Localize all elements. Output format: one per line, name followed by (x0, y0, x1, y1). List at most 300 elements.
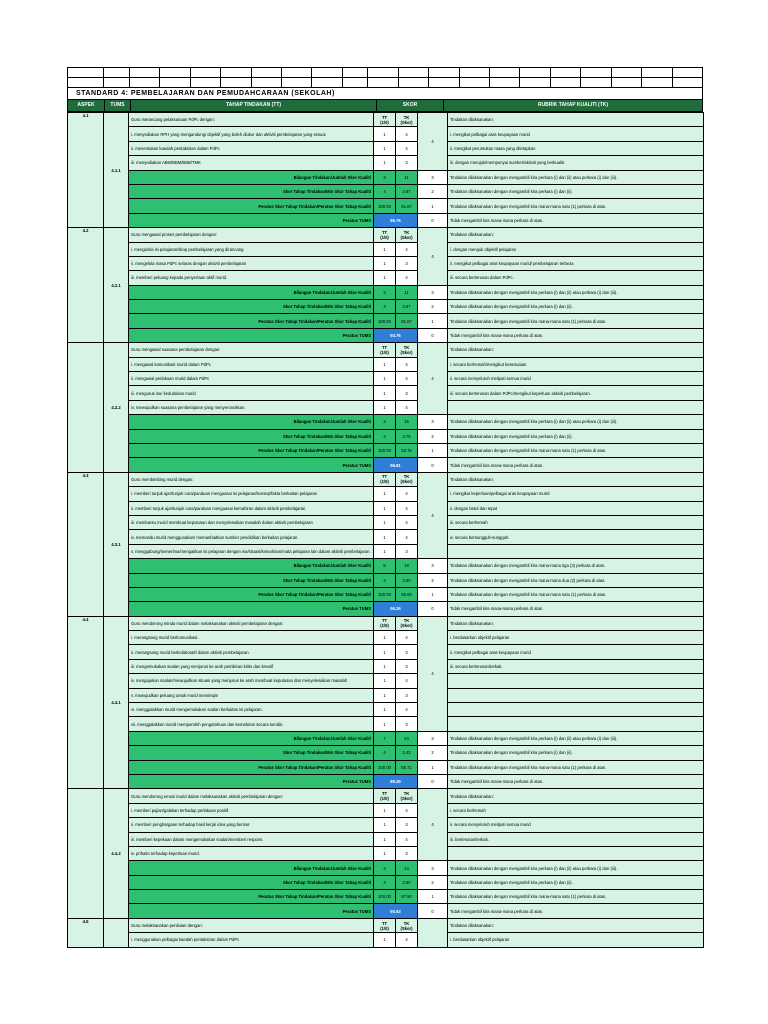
peratus-tums-value: 89.29 (374, 774, 418, 788)
skor-tahap-tk: 3.67 (396, 184, 418, 198)
skor-tahap-label: Skor Tahap Tindakan/Min Skor Tahap Kualiti (129, 746, 374, 760)
tt-value: 1 (374, 530, 396, 544)
tt-subheader: TT (1/0) (374, 918, 396, 932)
tk-value: 4 (396, 357, 418, 371)
aspek-code (68, 343, 104, 473)
tt-value: 1 (374, 688, 396, 702)
rubric-item: ii. dengan betul dan tepat (448, 501, 704, 515)
rubric-level-0: 0 (418, 602, 448, 616)
rubric-level-2-text: Tindakan dilaksanakan dengan mengambil kira perkara (i) dan (ii). (448, 184, 704, 198)
peratus-tums-label: Peratus TUMS (129, 328, 374, 342)
header-aspek: ASPEK (68, 100, 105, 111)
table-row (68, 616, 704, 630)
table-row (68, 458, 704, 472)
peratus-tums-label: Peratus TUMS (129, 774, 374, 788)
table-row (68, 213, 704, 227)
tahap-item: v. menggabung/menerima/mengaitkan isi pelajaran dengan isu/situasi/kemahiran/mata pelajaran lain dalam aktiviti pembelajaran. (129, 544, 374, 558)
rubric-item: i. mengikut pelbagai aras keupayaan murid (448, 127, 704, 141)
tk-value: 4 (396, 487, 418, 501)
tk-subheader: TK (Skor) (396, 113, 418, 127)
rubric-level-0: 0 (418, 774, 448, 788)
table-row (68, 659, 704, 673)
peratus-skor-label: Peratus Skor Tahap Tindakan/Peratus Skor Tahap Kualiti (129, 314, 374, 328)
rubric-item: i. secara berhemah (448, 803, 704, 817)
table-row (68, 688, 704, 702)
tums-code: 4.2.2 (104, 343, 129, 473)
tt-value: 1 (374, 271, 396, 285)
rubric-intro: Tindakan dilaksanakan: (448, 228, 704, 242)
header-rubrik: RUBRIK TAHAP KUALITI (TK) (537, 102, 609, 108)
rubric-item: ii. secara menyeluruh meliputi semua murid (448, 818, 704, 832)
table-row (68, 933, 704, 947)
table-row (68, 314, 704, 328)
table-row (68, 156, 704, 170)
table-row (68, 818, 704, 832)
peratus-tums-label: Peratus TUMS (129, 904, 374, 918)
tt-value: 1 (374, 487, 396, 501)
tums-code: 4.3.1 (104, 472, 129, 616)
tk-value: 4 (396, 703, 418, 717)
scoring-table (67, 112, 704, 948)
tt-value: 1 (374, 386, 396, 400)
table-row (68, 703, 704, 717)
table-row (68, 170, 704, 184)
table-row (68, 746, 704, 760)
table-row (68, 875, 704, 889)
peratus-tums-value: 96.26 (374, 602, 418, 616)
bilangan-tt: 4 (374, 861, 396, 875)
tk-value: 4 (396, 501, 418, 515)
tahap-item: vi. menggalakkan murid mengemukakan soalan berkaitan isi pelajaran. (129, 703, 374, 717)
tt-value: 1 (374, 357, 396, 371)
rubric-item: ii. secara menyeluruh meliputi semua murid (448, 372, 704, 386)
rubric-level-0-text: Tidak mengambil kira mana-mana perkara di atas. (448, 904, 704, 918)
rubric-level-1: 1 (418, 443, 448, 457)
tk-value: 4 (396, 271, 418, 285)
table-row (68, 415, 704, 429)
tk-subheader: TK (Skor) (396, 343, 418, 357)
rubric-level-2: 2 (418, 746, 448, 760)
skor-tahap-label: Skor Tahap Tindakan/Min Skor Tahap Kualiti (129, 573, 374, 587)
rubric-item: i. dengan merujuk objektif pelajaran (448, 242, 704, 256)
header-tahap: TAHAP TINDAKAN (TT) (131, 100, 377, 111)
aspek-code: 4.2 (68, 228, 104, 343)
tahap-intro: Guru mendorong emosi murid dalam melaksanakan aktiviti pembelajaran dengan: (129, 789, 374, 803)
table-row (68, 587, 704, 601)
table-row (68, 890, 704, 904)
skor-tahap-tk: 3.43 (396, 746, 418, 760)
tk-value: 4 (396, 832, 418, 846)
table-row (68, 846, 704, 860)
rubric-level-0-text: Tidak mengambil kira mana-mana perkara di atas. (448, 774, 704, 788)
tk-value: 3 (396, 156, 418, 170)
rubric-item (448, 717, 704, 731)
tahap-item: iii. menyediakan ABM/BBM/BBB/TMK (129, 156, 374, 170)
rubric-level-2: 2 (418, 300, 448, 314)
table-row (68, 228, 704, 242)
rubric-level-2-text: Tindakan dilaksanakan dengan mengambil kira perkara (i) dan (ii). (448, 300, 704, 314)
table-row (68, 271, 704, 285)
rubric-level-3: 3 (418, 285, 448, 299)
rubric-level-3-text: Tindakan dilaksanakan dengan mengambil kira perkara (i) dan (ii) atau perkara (i) dan (iii). (448, 285, 704, 299)
table-row (68, 515, 704, 529)
rubric-item (448, 688, 704, 702)
tums-code (104, 918, 129, 947)
table-row (68, 300, 704, 314)
rubric-level-2-text: Tindakan dilaksanakan dengan mengambil kira perkara (i) dan (ii). (448, 429, 704, 443)
peratus-skor-label: Peratus Skor Tahap Tindakan/Peratus Skor Tahap Kualiti (129, 890, 374, 904)
rubric-level-1-text: Tindakan dilaksanakan dengan mengambil kira mana-mana satu (1) perkara di atas. (448, 199, 704, 213)
tums-code: 4.2.1 (104, 228, 129, 343)
bilangan-tk: 24 (396, 731, 418, 745)
rubric-item (448, 674, 704, 688)
bilangan-label: Bilangan Tindakan/Jumlah Skor Kualiti (129, 285, 374, 299)
tt-value: 1 (374, 659, 396, 673)
tk-subheader: TK (Skor) (396, 918, 418, 932)
tt-value: 1 (374, 818, 396, 832)
bilangan-tt: 4 (374, 415, 396, 429)
peratus-tums-value: 90.63 (374, 904, 418, 918)
rubric-item: iii. secara berhemah (448, 515, 704, 529)
skor-tahap-tt: 4 (374, 573, 396, 587)
table-row (68, 242, 704, 256)
rubric-level-3: 3 (418, 861, 448, 875)
tt-subheader: TT (1/0) (374, 113, 396, 127)
rubric-level-2-text: Tindakan dilaksanakan dengan mengambil kira mana-mana dua (2) perkara di atas. (448, 573, 704, 587)
peratus-skor-tt: 100.00 (374, 443, 396, 457)
table-row (68, 717, 704, 731)
tahap-item: ii. menentukan kaedah pentaksiran dalam PdPc (129, 141, 374, 155)
rubric-level-4: 4 (418, 616, 448, 731)
header-skor: SKOR (377, 100, 444, 111)
tt-value: 1 (374, 501, 396, 515)
tk-value: 4 (396, 127, 418, 141)
bilangan-label: Bilangan Tindakan/Jumlah Skor Kualiti (129, 731, 374, 745)
peratus-skor-tk: 93.75 (396, 443, 418, 457)
peratus-skor-tt: 100.00 (374, 890, 396, 904)
rubric-item: iv. secara bersungguh-sungguh. (448, 530, 704, 544)
table-row (68, 861, 704, 875)
rubric-level-0: 0 (418, 328, 448, 342)
table-row (68, 199, 704, 213)
table-row (68, 343, 704, 357)
tt-value: 1 (374, 803, 396, 817)
tk-subheader: TK (Skor) (396, 789, 418, 803)
tahap-item: ii. memberi tunjuk ajar/tunjuk cara/panduan menguasai kemahiran dalam aktiviti pembelajaran (129, 501, 374, 515)
tahap-intro: Guru merancang pelaksanaan PdPc dengan: (129, 113, 374, 127)
peratus-skor-label: Peratus Skor Tahap Tindakan/Peratus Skor Tahap Kualiti (129, 443, 374, 457)
tums-code: 4.1.1 (104, 113, 129, 228)
tahap-item: iv. memandu murid menggunakan/ memanfaatkan sumber pendidikan berkaitan pelajaran (129, 530, 374, 544)
tahap-item: iii. memberi peluang kepada penyertaan aktif murid. (129, 271, 374, 285)
peratus-skor-tk: 91.67 (396, 314, 418, 328)
table-row (68, 285, 704, 299)
table-row (68, 372, 704, 386)
table-row (68, 501, 704, 515)
bilangan-tk: 15 (396, 415, 418, 429)
table-row (68, 760, 704, 774)
rubric-level-1-text: Tindakan dilaksanakan dengan mengambil kira mana-mana satu (1) perkara di atas. (448, 443, 704, 457)
tk-value: 4 (396, 933, 418, 947)
tt-value: 1 (374, 717, 396, 731)
tahap-item: i. merangsang murid berkomunikasi. (129, 631, 374, 645)
tk-value: 4 (396, 242, 418, 256)
tahap-item: i. menyediakan RPH yang mengandungi objektif yang boleh diukur dan aktiviti pembelajaran yang sesuai (129, 127, 374, 141)
peratus-skor-tk: 95.00 (396, 587, 418, 601)
table-row (68, 429, 704, 443)
rubric-item: ii. mengikut pelbagai aras keupayaan murid (448, 645, 704, 659)
tahap-item: i. memberi pujian/galakan terhadap perlakuan positif. (129, 803, 374, 817)
tahap-item: ii. merangsang murid berkolaboratif dalam aktiviti pembelajaran. (129, 645, 374, 659)
table-row (68, 832, 704, 846)
table-row (68, 184, 704, 198)
tt-value: 1 (374, 242, 396, 256)
table-row (68, 559, 704, 573)
bilangan-label: Bilangan Tindakan/Jumlah Skor Kualiti (129, 415, 374, 429)
rubric-intro: Tindakan dilaksanakan: (448, 616, 704, 630)
rubric-level-3-text: Tindakan dilaksanakan dengan mengambil kira perkara (i) dan (ii) atau perkara (i) dan (iii). (448, 170, 704, 184)
bilangan-tt: 5 (374, 559, 396, 573)
bilangan-tk: 11 (396, 170, 418, 184)
rubric-intro: Tindakan dilaksanakan: (448, 789, 704, 803)
skor-tahap-tt: 4 (374, 875, 396, 889)
rubric-level-1: 1 (418, 314, 448, 328)
rubric-level-0-text: Tidak mengambil kira mana-mana perkara di atas. (448, 602, 704, 616)
tums-code: 4.4.1 (104, 616, 129, 789)
table-row (68, 631, 704, 645)
rubric-level (418, 918, 448, 947)
column-header-row (67, 100, 703, 112)
aspek-code: 4.1 (68, 113, 104, 228)
peratus-skor-tk: 85.71 (396, 760, 418, 774)
skor-tahap-label: Skor Tahap Tindakan/Min Skor Tahap Kualiti (129, 300, 374, 314)
bilangan-tt: 3 (374, 170, 396, 184)
table-row (68, 573, 704, 587)
peratus-skor-label: Peratus Skor Tahap Tindakan/Peratus Skor Tahap Kualiti (129, 760, 374, 774)
peratus-tums-value: 96.81 (374, 458, 418, 472)
tk-value: 3 (396, 717, 418, 731)
peratus-skor-tt: 100.00 (374, 199, 396, 213)
rubric-intro: Tindakan dilaksanakan: (448, 472, 704, 486)
tahap-item: ii. mengelola masa PdPc selaras dengan aktiviti pembelajaran (129, 256, 374, 270)
rubric-item (448, 544, 704, 558)
rubric-item: i. berdasarkan objektif pelajaran (448, 631, 704, 645)
skor-tahap-tk: 3.80 (396, 573, 418, 587)
tk-value: 4 (396, 141, 418, 155)
table-row (68, 918, 704, 932)
table-row (68, 357, 704, 371)
tahap-item: iv. prihatin terhadap keperluan murid. (129, 846, 374, 860)
tk-value: 4 (396, 674, 418, 688)
rubric-level-0: 0 (418, 213, 448, 227)
rubric-level-0: 0 (418, 458, 448, 472)
skor-tahap-tk: 3.75 (396, 429, 418, 443)
tahap-item: v. mewujudkan peluang untuk murid memimpin (129, 688, 374, 702)
tahap-intro: Guru mengawal proses pembelajaran dengan: (129, 228, 374, 242)
table-row (68, 803, 704, 817)
tk-value: 4 (396, 372, 418, 386)
bilangan-tt: 7 (374, 731, 396, 745)
table-row (68, 674, 704, 688)
tt-value: 1 (374, 631, 396, 645)
table-row (68, 904, 704, 918)
peratus-skor-label: Peratus Skor Tahap Tindakan/Peratus Skor Tahap Kualiti (129, 199, 374, 213)
rubric-level-1: 1 (418, 760, 448, 774)
rubric-item: iii. secara berterusan/terkait. (448, 659, 704, 673)
tahap-item: ii. mengawal perlakuan murid dalam PdPc (129, 372, 374, 386)
tk-value: 4 (396, 530, 418, 544)
tk-value: 3 (396, 645, 418, 659)
table-row (68, 141, 704, 155)
worksheet (67, 67, 703, 948)
tahap-item: ii. memberi penghargaan terhadap hasil kerja/ idea yang bernas (129, 818, 374, 832)
rubric-level-1-text: Tindakan dilaksanakan dengan mengambil kira mana-mana satu (1) perkara di atas. (448, 587, 704, 601)
rubric-level-3-text: Tindakan dilaksanakan dengan mengambil kira perkara (i) dan (ii) atau perkara (i) dan (iii). (448, 861, 704, 875)
rubric-level-4: 4 (418, 343, 448, 415)
tahap-item: vii. menggalakkan murid memperoleh pengetahuan dan kemahiran secara kendiri. (129, 717, 374, 731)
rubric-level-3-text: Tindakan dilaksanakan dengan mengambil kira perkara (i) dan (ii) atau perkara (i) dan (iii). (448, 415, 704, 429)
rubric-intro: Tindakan dilaksanakan: (448, 113, 704, 127)
rubric-item (448, 400, 704, 414)
peratus-tums-value: 93.76 (374, 328, 418, 342)
rubric-level-4: 4 (418, 789, 448, 861)
tk-subheader: TK (Skor) (396, 472, 418, 486)
rubric-level-4: 4 (418, 228, 448, 286)
aspek-code: 4.5 (68, 918, 104, 947)
rubric-item: i. berdasarkan objektif pelajaran (448, 933, 704, 947)
tahap-intro: Guru mengawal suasana pembelajaran dengan: (129, 343, 374, 357)
tahap-intro: Guru mendorong minda murid dalam melaksanakan aktiviti pembelajaran dengan: (129, 616, 374, 630)
tahap-item: iii. mengemukakan soalan yang menjurus ke arah pemikiran kritis dan kreatif (129, 659, 374, 673)
rubric-level-1-text: Tindakan dilaksanakan dengan mengambil kira mana-mana satu (1) perkara di atas. (448, 890, 704, 904)
table-row (68, 256, 704, 270)
tk-value: 4 (396, 803, 418, 817)
tk-value: 3 (396, 386, 418, 400)
tt-value: 1 (374, 141, 396, 155)
peratus-tums-label: Peratus TUMS (129, 213, 374, 227)
rubric-level-2-text: Tindakan dilaksanakan dengan mengambil kira perkara (i) dan (ii). (448, 746, 704, 760)
tk-value: 4 (396, 400, 418, 414)
rubric-level-0-text: Tidak mengambil kira mana-mana perkara di atas. (448, 458, 704, 472)
rubric-level-0-text: Tidak mengambil kira mana-mana perkara di atas. (448, 328, 704, 342)
rubric-item (448, 703, 704, 717)
bilangan-tk: 11 (396, 285, 418, 299)
table-row (68, 386, 704, 400)
rubric-level-3: 3 (418, 731, 448, 745)
peratus-skor-tk: 87.50 (396, 890, 418, 904)
rubric-item: i. secara berhemah/mengikut kesesuaian (448, 357, 704, 371)
tt-value: 1 (374, 832, 396, 846)
rubric-item: ii. mengikut pelbagai aras keupayaan murid/ pembelajaran terbeza (448, 256, 704, 270)
tk-value: 3 (396, 818, 418, 832)
rubric-level-3-text: Tindakan dilaksanakan dengan mengambil kira mana-mana tiga (3) perkara di atas. (448, 559, 704, 573)
rubric-level-3: 3 (418, 415, 448, 429)
tt-value: 1 (374, 645, 396, 659)
tt-value: 1 (374, 256, 396, 270)
tums-code: 4.4.2 (104, 789, 129, 919)
rubric-level-3: 3 (418, 559, 448, 573)
table-row (68, 328, 704, 342)
skor-tahap-label: Skor Tahap Tindakan/Min Skor Tahap Kualiti (129, 184, 374, 198)
rubric-item (448, 846, 704, 860)
rubric-item: iii. secara berterusan dalam PdPc. (448, 271, 704, 285)
table-row (68, 774, 704, 788)
bilangan-tt: 3 (374, 285, 396, 299)
peratus-skor-tt: 100.00 (374, 587, 396, 601)
tahap-item: iii. membantu murid membuat keputusan dan menyelesaikan masalah dalam aktiviti pembelajaran (129, 515, 374, 529)
tk-value: 3 (396, 688, 418, 702)
peratus-skor-tt: 100.00 (374, 760, 396, 774)
table-row (68, 789, 704, 803)
rubric-level-4: 4 (418, 472, 448, 558)
table-row (68, 443, 704, 457)
tt-value: 1 (374, 156, 396, 170)
sheet-title: STANDARD 4: PEMBELAJARAN DAN PEMUDAHCARAAN (SEKOLAH) (67, 87, 703, 100)
bilangan-label: Bilangan Tindakan/Jumlah Skor Kualiti (129, 170, 374, 184)
peratus-tums-value: 95.76 (374, 213, 418, 227)
tahap-item: iii. memberi kepekaan dalam mengemukakan soalan/memberi respons. (129, 832, 374, 846)
peratus-skor-tt: 100.00 (374, 314, 396, 328)
table-row (68, 487, 704, 501)
tk-value: 4 (396, 515, 418, 529)
tk-value: 3 (396, 256, 418, 270)
tt-subheader: TT (1/0) (374, 616, 396, 630)
tk-subheader: TK (Skor) (396, 228, 418, 242)
aspek-code: 4.3 (68, 472, 104, 616)
tt-subheader: TT (1/0) (374, 789, 396, 803)
tt-value: 1 (374, 515, 396, 529)
bilangan-tk: 19 (396, 559, 418, 573)
tahap-intro: Guru melaksanakan penilaian dengan: (129, 918, 374, 932)
tt-value: 1 (374, 400, 396, 414)
peratus-tums-label: Peratus TUMS (129, 602, 374, 616)
table-row (68, 400, 704, 414)
rubric-intro: Tindakan dilaksanakan: (448, 918, 704, 932)
aspek-code: 4.4 (68, 616, 104, 789)
table-row (68, 645, 704, 659)
bilangan-label: Bilangan Tindakan/Jumlah Skor Kualiti (129, 861, 374, 875)
tk-subheader: TK (Skor) (396, 616, 418, 630)
table-row (68, 602, 704, 616)
tt-value: 1 (374, 703, 396, 717)
bilangan-label: Bilangan Tindakan/Jumlah Skor Kualiti (129, 559, 374, 573)
tt-value: 1 (374, 674, 396, 688)
rubric-level-1: 1 (418, 199, 448, 213)
tahap-intro: Guru membimbing murid dengan: (129, 472, 374, 486)
bilangan-tk: 14 (396, 861, 418, 875)
rubric-level-1-text: Tindakan dilaksanakan dengan mengambil kira mana-mana satu (1) perkara di atas. (448, 760, 704, 774)
rubric-level-1: 1 (418, 587, 448, 601)
skor-tahap-tt: 4 (374, 184, 396, 198)
rubric-intro: Tindakan dilaksanakan: (448, 343, 704, 357)
rubric-level-2-text: Tindakan dilaksanakan dengan mengambil kira perkara (i) dan (ii). (448, 875, 704, 889)
blank-grid-row (67, 67, 703, 77)
skor-tahap-tt: 4 (374, 746, 396, 760)
tt-subheader: TT (1/0) (374, 472, 396, 486)
rubric-item: i. mengikut keperluan/pelbagai aras keupayaan murid (448, 487, 704, 501)
skor-tahap-tt: 4 (374, 429, 396, 443)
tahap-item: i. mengawal komunikasi murid dalam PdPc (129, 357, 374, 371)
skor-tahap-label: Skor Tahap Tindakan/Min Skor Tahap Kualiti (129, 875, 374, 889)
skor-tahap-label: Skor Tahap Tindakan/Min Skor Tahap Kualiti (129, 429, 374, 443)
rubric-level-1: 1 (418, 890, 448, 904)
rubric-level-1-text: Tindakan dilaksanakan dengan mengambil kira mana-mana satu (1) perkara di atas. (448, 314, 704, 328)
table-row (68, 530, 704, 544)
peratus-skor-label: Peratus Skor Tahap Tindakan/Peratus Skor Tahap Kualiti (129, 587, 374, 601)
tt-value: 1 (374, 127, 396, 141)
rubric-level-2: 2 (418, 184, 448, 198)
table-row (68, 472, 704, 486)
